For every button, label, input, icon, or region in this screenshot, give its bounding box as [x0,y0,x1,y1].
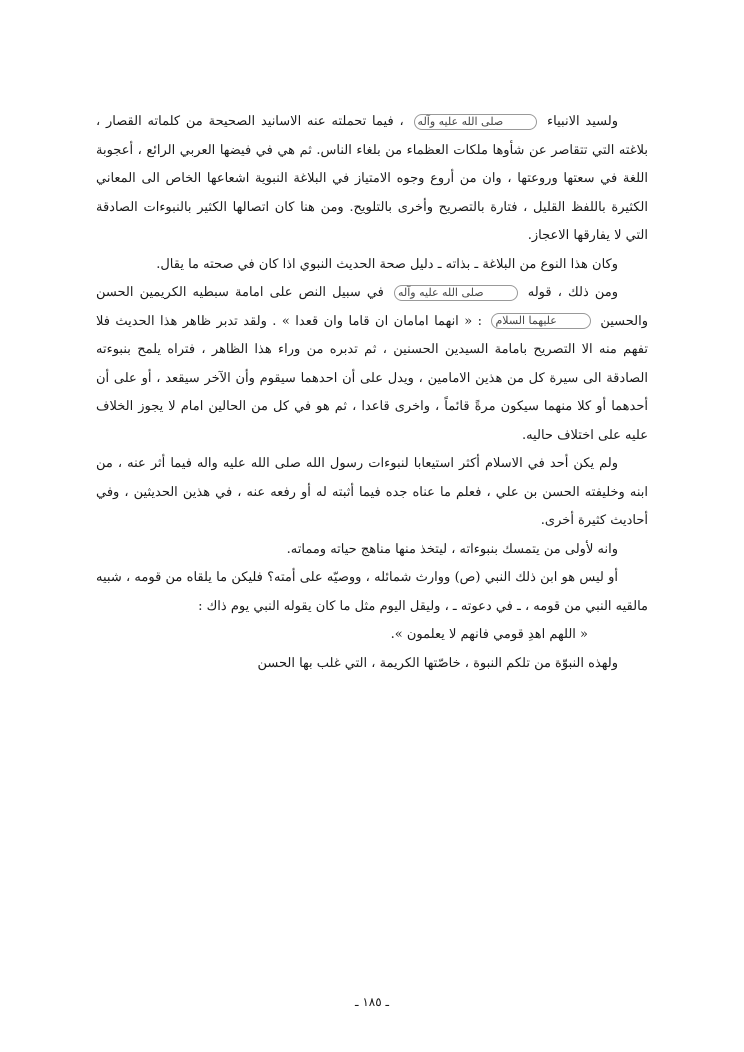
paragraph-5: وانه لأولى من يتمسك بنبوءاته ، ليتخذ منها مناهج حياته ومماته. [286,541,618,557]
paragraph-1 [96,108,648,251]
honorific-symbol: صلى الله عليه وآله [414,114,538,130]
paragraph-1-after: ، فيما تحملته عنه الاسانيد الصحيحة من كلماته القصار ، بلاغته التي تتقاصر عن شأوها ملكات العظماء من بلغاء الناس. ثم هي في فيضها العربي الرائع ، أعجوبة اللغة في سعتها وروعتها ، وان من أروع وجوه الامتياز في البلاغة النبوية اشعاعها الخاص الى المعاني الكثيرة باللفظ القليل ، فتارة بالتصريح وأخرى بالتلويح. ومن هنا كان اتصالها الكثير بالنبوءات الصادقة التي لا يفارقها الاعجاز. [96,114,648,243]
paragraph-4: ولم يكن أحد في الاسلام أكثر استيعابا لنبوءات رسول الله صلى الله عليه واله فيما أثر عنه ، من ابنه وخليفته الحسن بن علي ، فعلم ما عناه جده فيما أثبته له أو رفعه عنه ، في هذين الحديثين ، وفي أحاديث كثيرة أخرى. [96,456,648,528]
paragraph-3-middle: في سبيل النص على امامة سبطيه الكريمين الحسن والحسين [96,285,648,329]
paragraph-1-before: ولسيد الانبياء [547,114,619,129]
honorific-symbol-dual: عليهما السلام [491,313,590,329]
paragraph-2: وكان هذا النوع من البلاغة ـ بذاته ـ دليل صحة الحديث النبوي اذا كان في صحته ما يقال. [156,256,618,272]
paragraph-8: ولهذه النبوّة من تلكم النبوة ، خاصّتها الكريمة ، التي غلب بها الحسن [257,655,618,671]
paragraph-6: أو ليس هو ابن ذلك النبي (ص) ووارث شمائله ، ووصيّه على أمته؟ فليكن ما يلقاه من قومه ، شبيه مالقيه النبي من قومه ، ـ في دعوته ـ ، وليقل اليوم مثل ما كان يقوله النبي يوم ذاك : [96,570,648,614]
paragraph-3-after: : « انهما امامان ان قاما وان قعدا » . ولقد تدبر ظاهر هذا الحديث فلا تفهم منه الا التصريح بامامة السيدين الحسنين ، ثم تدبره من وراء هذا الظاهر ، فتراه يلمح بنبوءته الصادقة الى سيرة كل من هذين الامامين ، ويدل على أن احدهما سيقوم وأن الآخر سيقعد ، أو على أن أحدهما أو كلا منهما سيكون مرةً قائماً ، واخرى قاعدا ، ثم هو في كل من الحالين امام لا يجوز الخلاف عليه على اختلاف حاليه. [96,313,648,443]
paragraph-3 [96,279,648,450]
quote-prayer: « اللهم اهدِ قومي فانهم لا يعلمون ». [390,627,588,642]
honorific-symbol: صلى الله عليه وآله [394,285,518,301]
page-number: ـ ١٨٥ ـ [354,995,390,1009]
page-body [96,108,648,678]
paragraph-3-before: ومن ذلك ، قوله [527,285,618,300]
